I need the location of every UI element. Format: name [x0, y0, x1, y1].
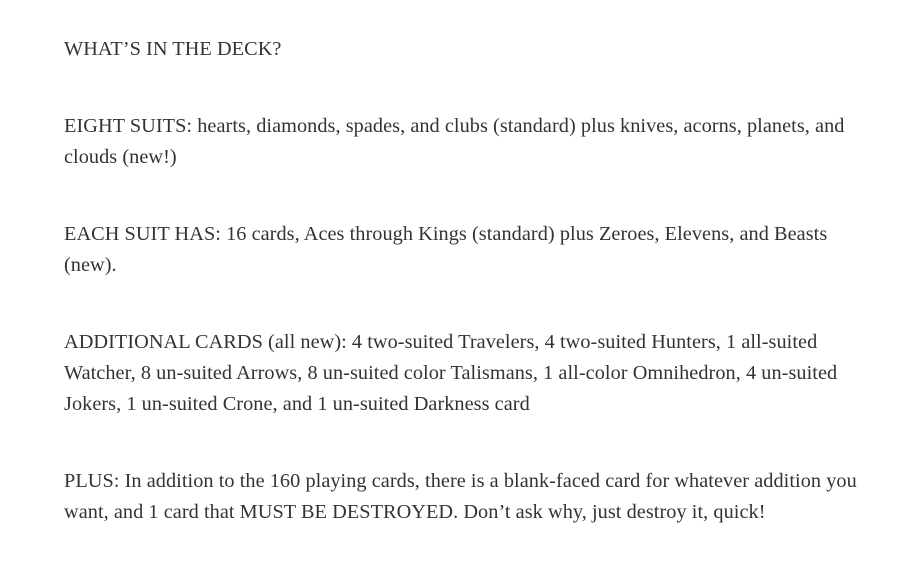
paragraph-each-suit: EACH SUIT HAS: 16 cards, Aces through Kings (standard) plus Zeroes, Elevens, and Beasts (new). [64, 223, 828, 276]
section-heading: WHAT’S IN THE DECK? [64, 38, 282, 60]
paragraph-eight-suits: EIGHT SUITS: hearts, diamonds, spades, and clubs (standard) plus knives, acorns, planets, and clouds (new!) [64, 115, 845, 168]
paragraph-plus: PLUS: In addition to the 160 playing cards, there is a blank-faced card for whatever addition you want, and 1 card that MUST BE DESTROYED. Don’t ask why, just destroy it, quick! [64, 470, 857, 523]
paragraph-additional-cards: ADDITIONAL CARDS (all new): 4 two-suited Travelers, 4 two-suited Hunters, 1 all-suited Watcher, 8 un-suited Arrows, 8 un-suited color Talismans, 1 all-color Omnihedron, 4 un-suited Jokers, 1 un-suited Crone, and 1 un-suited Darkness card [64, 331, 838, 415]
document-body [64, 34, 864, 528]
